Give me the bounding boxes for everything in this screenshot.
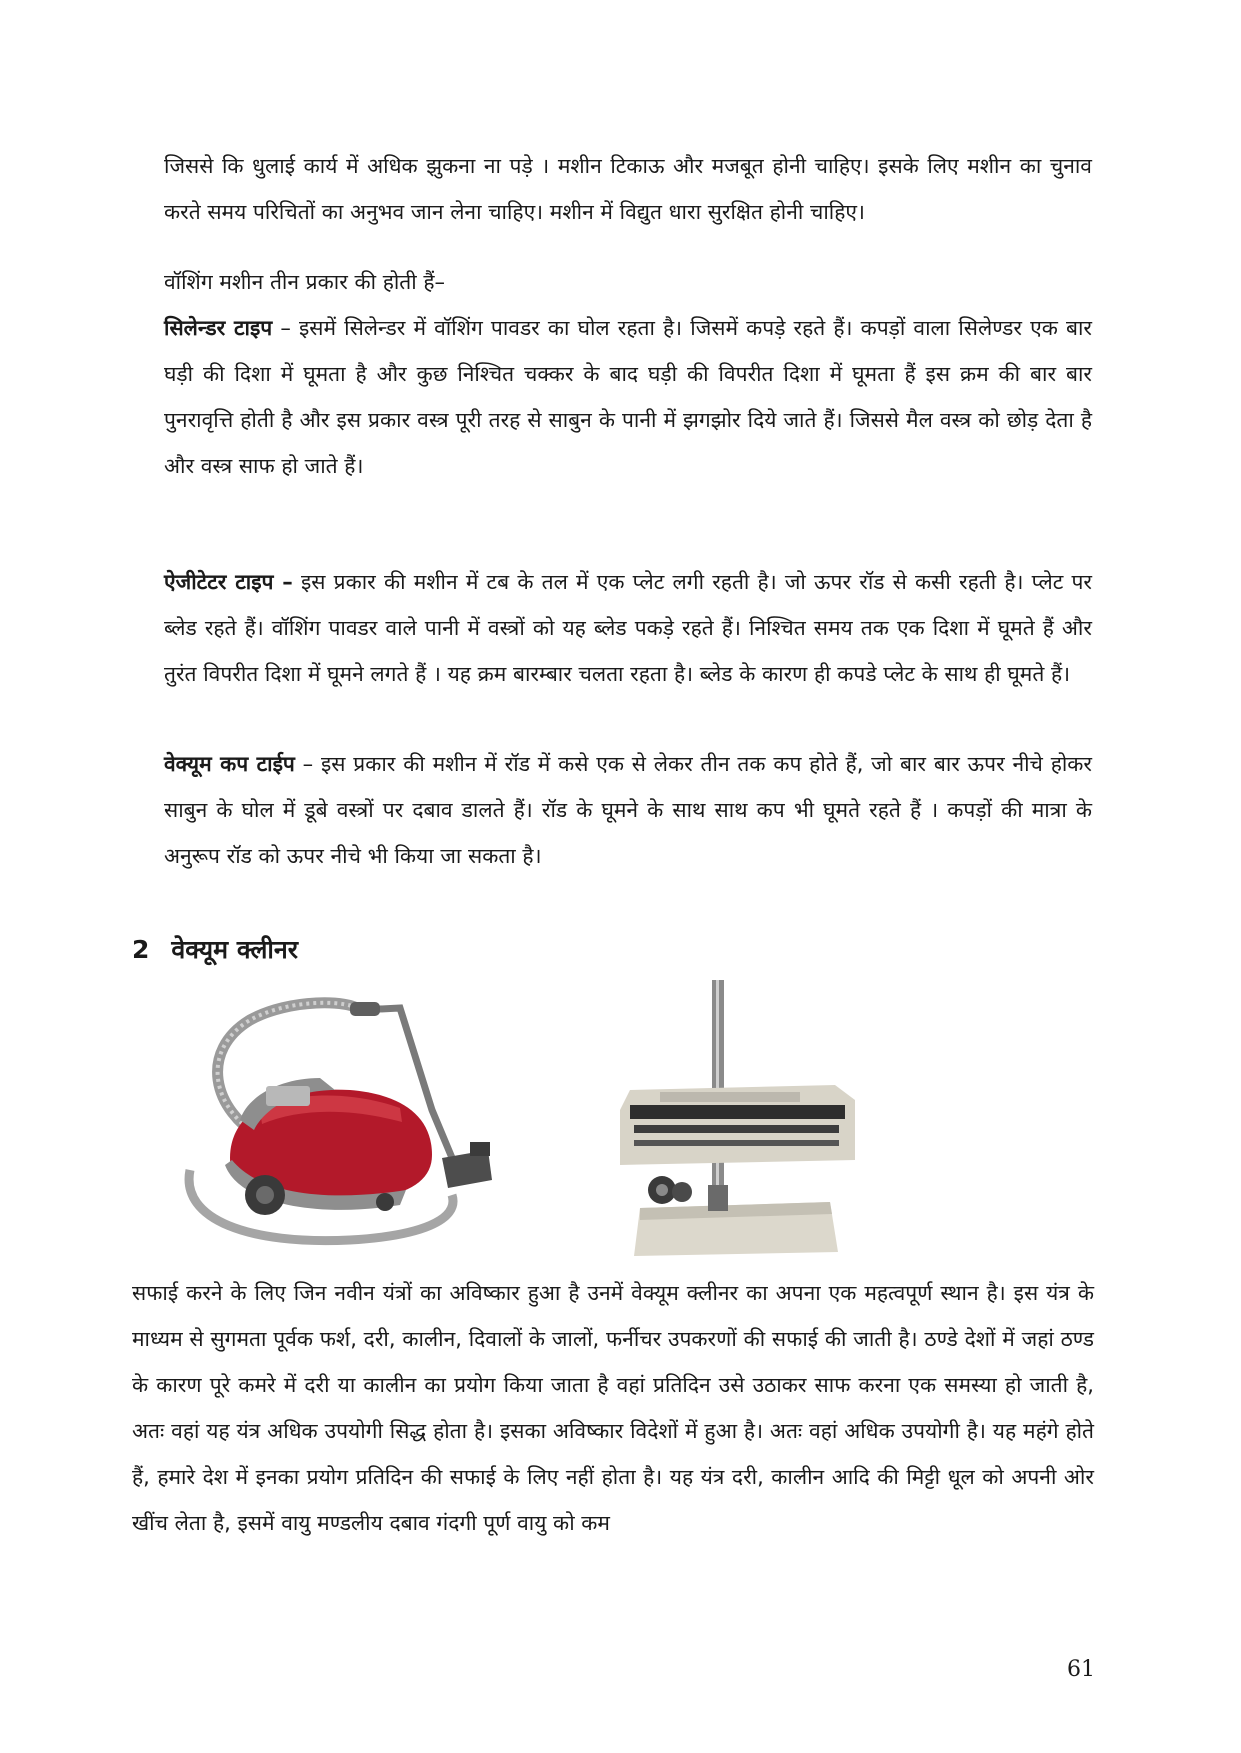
vacuum-cup-type-paragraph xyxy=(164,741,1092,879)
section-title: वेक्यूम क्लीनर xyxy=(171,935,298,964)
vacuum-cup-type-text: – इस प्रकार की मशीन में रॉड में कसे एक से लेकर तीन तक कप होते हैं, जो बार बार ऊपर नीचे होकर साबुन के घोल में डूबे वस्त्रों पर दबाव डालते हैं। रॉड के घूमने के साथ साथ कप भी घूमते रहते हैं । कपड़ों की मात्रा के अनुरूप रॉड को ऊपर नीचे भी किया जा सकता है। xyxy=(164,752,1093,868)
canister-vacuum-image xyxy=(170,990,550,1252)
intro-paragraph: जिससे कि धुलाई कार्य में अधिक झुकना ना पड़े । मशीन टिकाऊ और मजबूत होनी चाहिए। इसके लिए मशीन का चुनाव करते समय परिचितों का अनुभव जान लेना चाहिए। मशीन में विद्युत धारा सुरक्षित होनी चाहिए। xyxy=(164,154,1092,224)
page-number: 61 xyxy=(1067,1657,1095,1682)
section-heading xyxy=(132,930,298,970)
vacuum-cup-type-title: वेक्यूम कप टाईप xyxy=(164,752,295,776)
vacuum-cleaner-paragraph: सफाई करने के लिए जिन नवीन यंत्रों का अविष्कार हुआ है उनमें वेक्यूम क्लीनर का अपना एक महत्वपूर्ण स्थान है। इस यंत्र के माध्यम से सुगमता पूर्वक फर्श, दरी, कालीन, दिवालों के जालों, फर्नीचर उपकरणों की सफाई की जाती है। ठण्डे देशों में जहां ठण्ड के कारण पूरे कमरे में दरी या कालीन का प्रयोग किया जाता है वहां प्रतिदिन उसे उठाकर साफ करना एक समस्या हो जाती है, अतः वहां यह यंत्र अधिक उपयोगी सिद्ध होता है। इसका अविष्कार विदेशों में हुआ है। अतः वहां अधिक उपयोगी है। यह महंगे होते हैं, हमारे देश में इनका प्रयोग प्रतिदिन की सफाई के लिए नहीं होता है। यह यंत्र दरी, कालीन आदि की मिट्टी धूल को अपनी ओर खींच लेता है, इसमें वायु मण्डलीय दबाव गंदगी पूर्ण वायु को कम xyxy=(132,1281,1094,1535)
agitator-type-paragraph xyxy=(164,559,1092,697)
section-number: 2 xyxy=(132,935,150,964)
agitator-type-text: इस प्रकार की मशीन में टब के तल में एक प्लेट लगी रहती है। जो ऊपर रॉड से कसी रहती है। प्लेट पर ब्लेड रहते हैं। वॉशिंग पावडर वाले पानी में वस्त्रों को यह ब्लेड पकड़े रहते हैं। निश्चित समय तक एक दिशा में घूमते हैं और तुरंत विपरीत दिशा में घूमने लगते हैं । यह क्रम बारम्बार चलता रहता है। ब्लेड के कारण ही कपडे प्लेट के साथ ही घूमते हैं। xyxy=(164,570,1092,686)
cylinder-type-text: – इसमें सिलेन्डर में वॉशिंग पावडर का घोल रहता है। जिसमें कपड़े रहते हैं। कपड़ों वाला सिलेण्डर एक बार घड़ी की दिशा में घूमता है और कुछ निश्चित चक्कर के बाद घड़ी की विपरीत दिशा में घूमता हैं इस क्रम की बार बार पुनरावृत्ति होती है और इस प्रकार वस्त्र पूरी तरह से साबुन के पानी में झगझोर दिये जाते हैं। जिससे मैल वस्त्र को छोड़ देता है और वस्त्र साफ हो जाते हैं। xyxy=(164,316,1092,478)
upright-vacuum-image xyxy=(600,980,870,1260)
agitator-type-title: ऐजीटेटर टाइप – xyxy=(164,570,293,594)
types-intro: वॉशिंग मशीन तीन प्रकार की होती हैं– xyxy=(164,270,446,294)
cylinder-type-title: सिलेन्डर टाइप xyxy=(164,316,273,340)
cylinder-type-paragraph xyxy=(164,305,1092,489)
